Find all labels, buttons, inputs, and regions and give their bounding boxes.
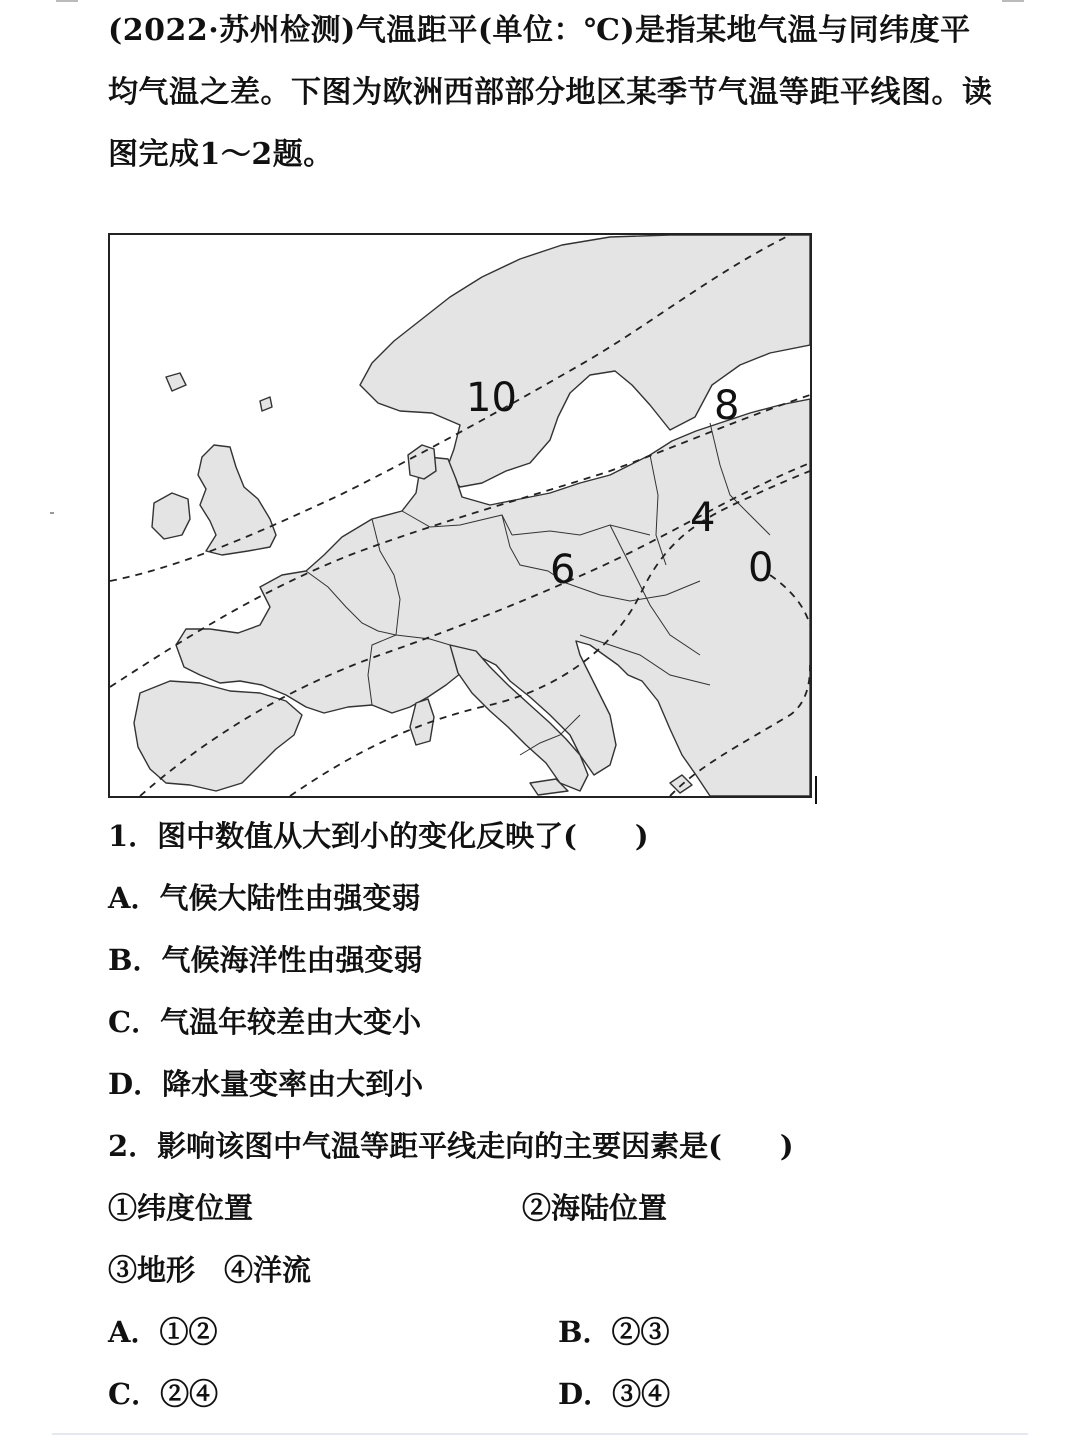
europe-isoline-map <box>108 233 812 798</box>
q1-option-d: D．降水量变率由大到小 <box>108 1067 424 1101</box>
q2-factor-1: ①纬度位置 <box>108 1191 254 1225</box>
question-intro: (2022·苏州检测)气温距平(单位：℃)是指某地气温与同纬度平均气温之差。下图为欧洲西部部分地区某季节气温等距平线图。读图完成1～2题。 <box>108 13 993 172</box>
isoline-label-0: 0 <box>748 545 774 591</box>
map-canvas <box>110 235 810 796</box>
q2-factor-3-4: ③地形 ④洋流 <box>108 1253 312 1287</box>
q2-option-c: C．②④ <box>108 1377 219 1411</box>
q1-option-b: B．气候海洋性由强变弱 <box>108 943 423 977</box>
q2-option-d: D．③④ <box>558 1377 671 1411</box>
q2-factor-2: ②海陆位置 <box>522 1191 668 1225</box>
isoline-label-4: 4 <box>690 495 716 541</box>
page-corner-mark-left <box>56 0 78 2</box>
q2-option-a: A．①② <box>108 1315 218 1349</box>
q2-option-b: B．②③ <box>558 1315 670 1349</box>
page-corner-mark-right <box>1002 0 1024 2</box>
isoline-label-10: 10 <box>466 375 517 421</box>
q1-option-c: C．气温年较差由大变小 <box>108 1005 422 1039</box>
question-2-stem: 2．影响该图中气温等距平线走向的主要因素是( ) <box>108 1129 794 1163</box>
isoline-label-8: 8 <box>714 383 740 429</box>
margin-tick <box>50 512 54 514</box>
question-1-stem: 1．图中数值从大到小的变化反映了( ) <box>108 819 649 853</box>
isoline-label-6: 6 <box>550 547 576 593</box>
page-bottom-rule <box>52 1433 1028 1435</box>
q1-option-a: A．气候大陆性由强变弱 <box>108 881 421 915</box>
text-cursor <box>815 776 817 804</box>
